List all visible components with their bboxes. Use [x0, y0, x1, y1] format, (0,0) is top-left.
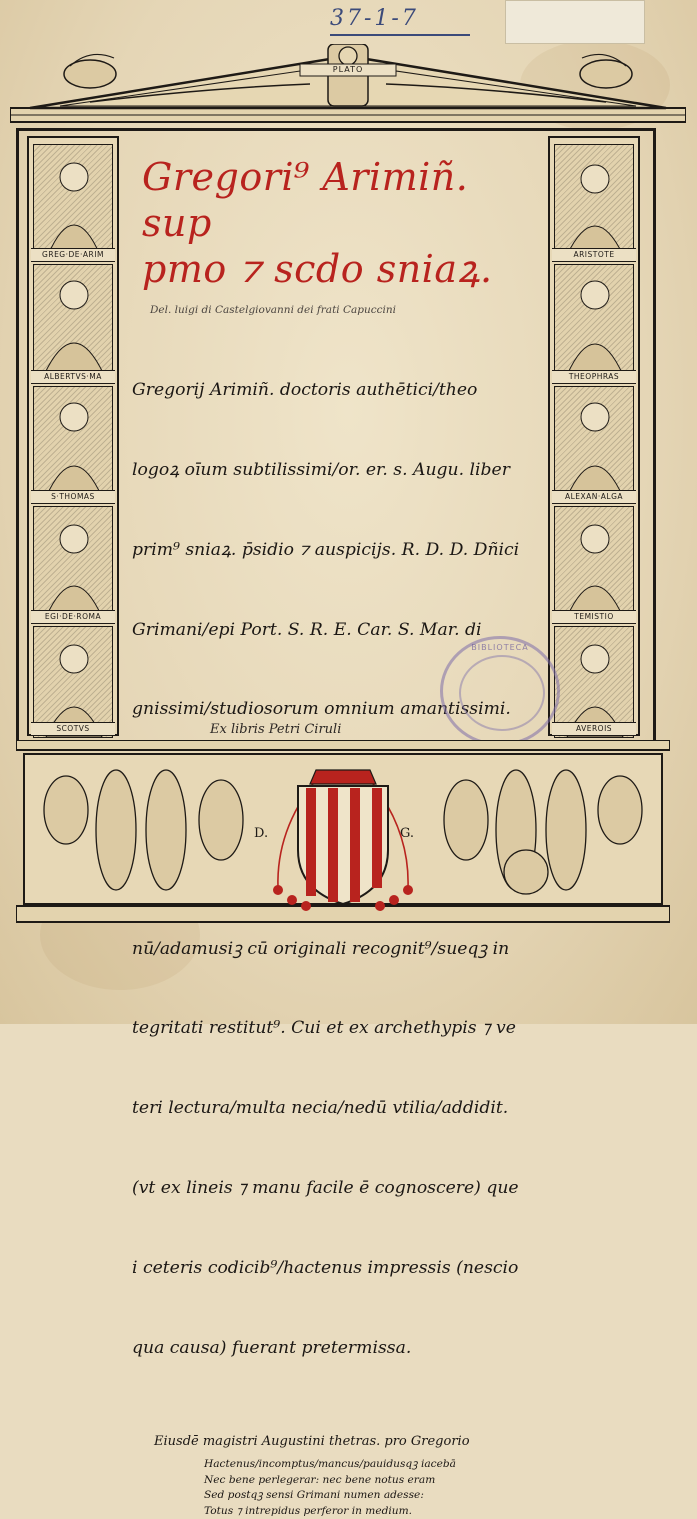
body-line: logoꝝ oīum subtilissimi/or. er. s. Augu. liber: [132, 459, 510, 480]
verse-line: Nec bene perlegerar: nec bene notus eram: [204, 1473, 436, 1486]
portrait: [554, 264, 634, 376]
body-line: tegritati restitut⁹. Cui et ex archethypis ⁊ ve: [132, 1018, 516, 1039]
right-portrait-column: [548, 136, 640, 736]
portrait: [33, 386, 113, 498]
pediment-woodcut: [10, 44, 686, 130]
body-line: Grimani/epi Port. S. R. E. Car. S. Mar. di: [132, 619, 482, 640]
top-scribble: [222, 10, 322, 24]
portrait-label: ALBERTVS·MA: [31, 370, 115, 384]
portrait: [554, 144, 634, 256]
base-initial-d: D.: [254, 826, 269, 841]
verse-line: Hactenus/incomptus/mancus/pauidusqꝫ iacebā: [204, 1458, 456, 1471]
title-line: Gregori⁹ Arimiñ. sup: [142, 155, 469, 245]
portrait-label: S·THOMAS: [31, 490, 115, 504]
portrait: [554, 386, 634, 498]
body-line: gnissimi/studiosorum omnium amantissimi.: [132, 699, 511, 720]
shelfmark: 37-1-7: [330, 6, 470, 36]
stamp-text: BIBLIOTECA: [471, 643, 529, 652]
body-line: nū/adamusiꝫ cū originali recognit⁹/sueqꝫ in: [132, 938, 510, 959]
portrait-label: SCOTVS: [31, 722, 115, 736]
portrait-label: THEOPHRAS: [552, 370, 636, 384]
base-woodcut: [16, 740, 670, 930]
portrait: [554, 506, 634, 618]
portrait: [33, 506, 113, 618]
body-line: qua causa) fuerant pretermissa.: [132, 1337, 412, 1358]
portrait: [33, 144, 113, 256]
body-line: (vt ex lineis ⁊ manu facile ē cognoscere) que: [132, 1178, 519, 1198]
body-line: Gregorij Arimiñ. doctoris authētici/theo: [132, 380, 478, 401]
body-line: prim⁹ sniaꝝ. p̄sidio ⁊ auspicijs. R. D. D. Dñici: [132, 539, 520, 560]
portrait-label: TEMISTIO: [552, 610, 636, 624]
verse-heading: Eiusdē magistri Augustini thetras. pro Gregorio: [154, 1434, 470, 1450]
title-line: pmo ⁊ scdo sniaꝝ.: [142, 247, 493, 291]
title: [142, 154, 538, 292]
ex-libris-inscription: Ex libris Petri Ciruli: [210, 722, 342, 737]
left-portrait-column: [27, 136, 119, 736]
verse: [204, 1457, 538, 1519]
body-line: i ceteris codicib⁹/hactenus impressis (nescio: [132, 1257, 519, 1278]
shelf-label-paper: [505, 0, 645, 44]
verse-line: Totus ⁊ intrepidus perferor in medium.: [204, 1504, 412, 1517]
base-initial-g: G.: [400, 826, 415, 841]
portrait-label: AVEROIS: [552, 722, 636, 736]
handwritten-note: Del. luigi di Castelgiovanni dei frati Capuccini: [150, 304, 396, 316]
body-line: teri lectura/multa necia/nedū vtilia/addidit.: [132, 1098, 509, 1119]
portrait-label: ARISTOTE: [552, 248, 636, 262]
verse-line: Sed postqꝫ sensi Grimani numen adesse:: [204, 1489, 424, 1502]
pediment-label: PLATO: [332, 65, 364, 74]
portrait-label: EGI·DE·ROMA: [31, 610, 115, 624]
portrait-label: GREG·DE·ARIM: [31, 248, 115, 262]
stamp-emblem: [459, 655, 545, 731]
portrait-label: ALEXAN·ALGA: [552, 490, 636, 504]
portrait: [33, 264, 113, 376]
